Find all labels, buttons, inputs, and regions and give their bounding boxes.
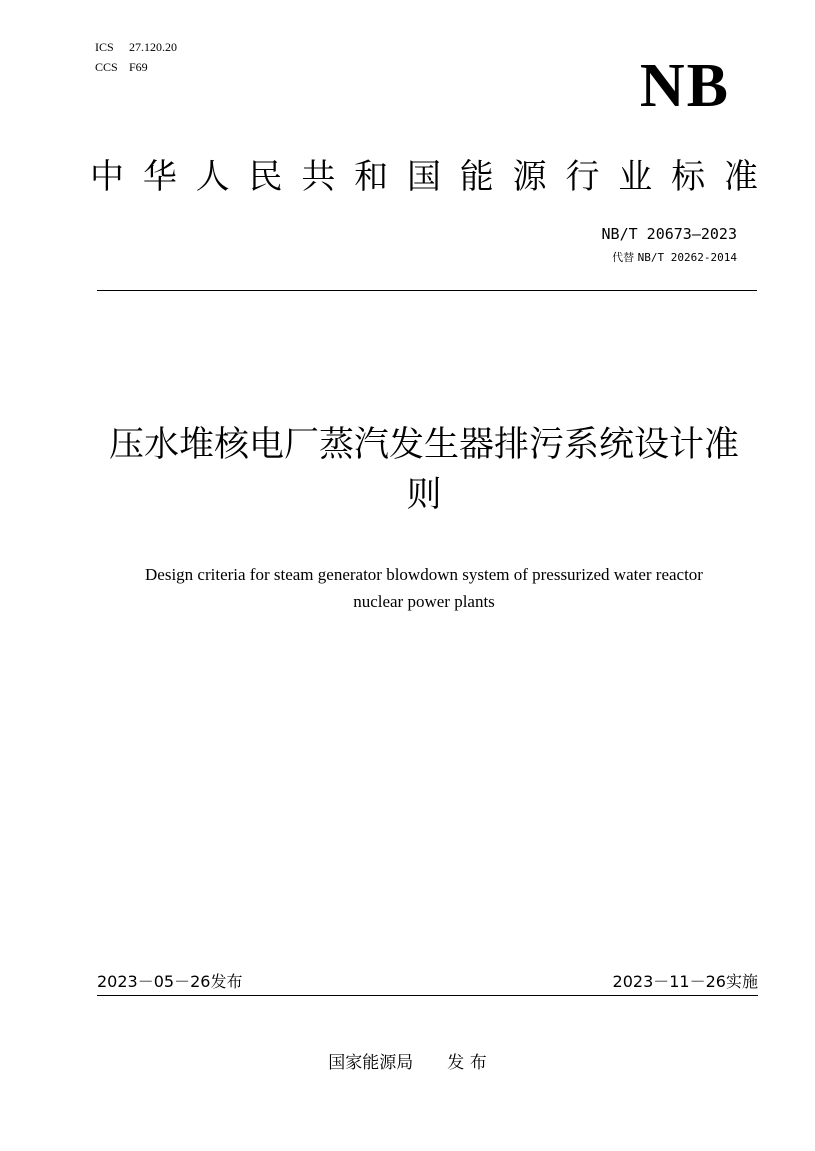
- standard-category-char: 标: [671, 157, 706, 197]
- publisher-action: 发 布: [447, 1053, 487, 1073]
- implementation-date: 2023－11－26: [612, 972, 726, 991]
- ccs-code: F69: [129, 60, 148, 74]
- publisher-block: [0, 1051, 815, 1075]
- ics-label: ICS: [95, 40, 114, 54]
- replaces-prefix: 代替: [612, 251, 635, 264]
- publisher-name: 国家能源局: [328, 1053, 414, 1073]
- standard-category-char: 民: [248, 157, 283, 197]
- header-divider: [97, 290, 757, 291]
- standard-category-char: 源: [512, 157, 547, 197]
- document-title-cn: [90, 420, 758, 520]
- replaces-standard: [612, 250, 737, 266]
- standard-category-char: 国: [406, 157, 441, 197]
- replaces-code: NB/T 20262-2014: [637, 251, 737, 264]
- standard-category-title: [90, 152, 758, 202]
- standard-category-char: 中: [90, 157, 124, 197]
- standard-category-char: 能: [459, 157, 494, 197]
- standard-category-char: 准: [723, 157, 758, 197]
- ics-classification: [95, 39, 177, 55]
- footer-divider: [97, 995, 758, 996]
- standard-category-char: 华: [142, 157, 177, 197]
- issue-label: 发布: [210, 972, 243, 991]
- document-title-cn-line-2: 则: [406, 475, 442, 515]
- issue-date: 2023－05－26: [97, 972, 211, 991]
- nb-logo: NB: [639, 52, 730, 120]
- standard-category-char: 业: [618, 157, 653, 197]
- standard-category-char: 人: [195, 157, 230, 197]
- standard-category-char: 行: [565, 157, 600, 197]
- implementation-label: 实施: [725, 972, 758, 991]
- standard-category-char: 共: [301, 157, 336, 197]
- document-title-en-line-2: nuclear power plants: [353, 592, 495, 611]
- ics-code: 27.120.20: [129, 40, 177, 54]
- document-title-en-line-1: Design criteria for steam generator blowdown system of pressurized water reactor: [145, 565, 703, 584]
- issue-date-block: [97, 971, 242, 993]
- implementation-date-block: [613, 971, 758, 993]
- standard-category-char: 和: [354, 157, 389, 197]
- document-title-cn-line-1: 压水堆核电厂蒸汽发生器排污系统设计准: [108, 425, 739, 465]
- document-title-en: [90, 561, 758, 615]
- ccs-label: CCS: [95, 60, 118, 74]
- standard-number: NB/T 20673—2023: [601, 225, 737, 243]
- ccs-classification: [95, 59, 148, 75]
